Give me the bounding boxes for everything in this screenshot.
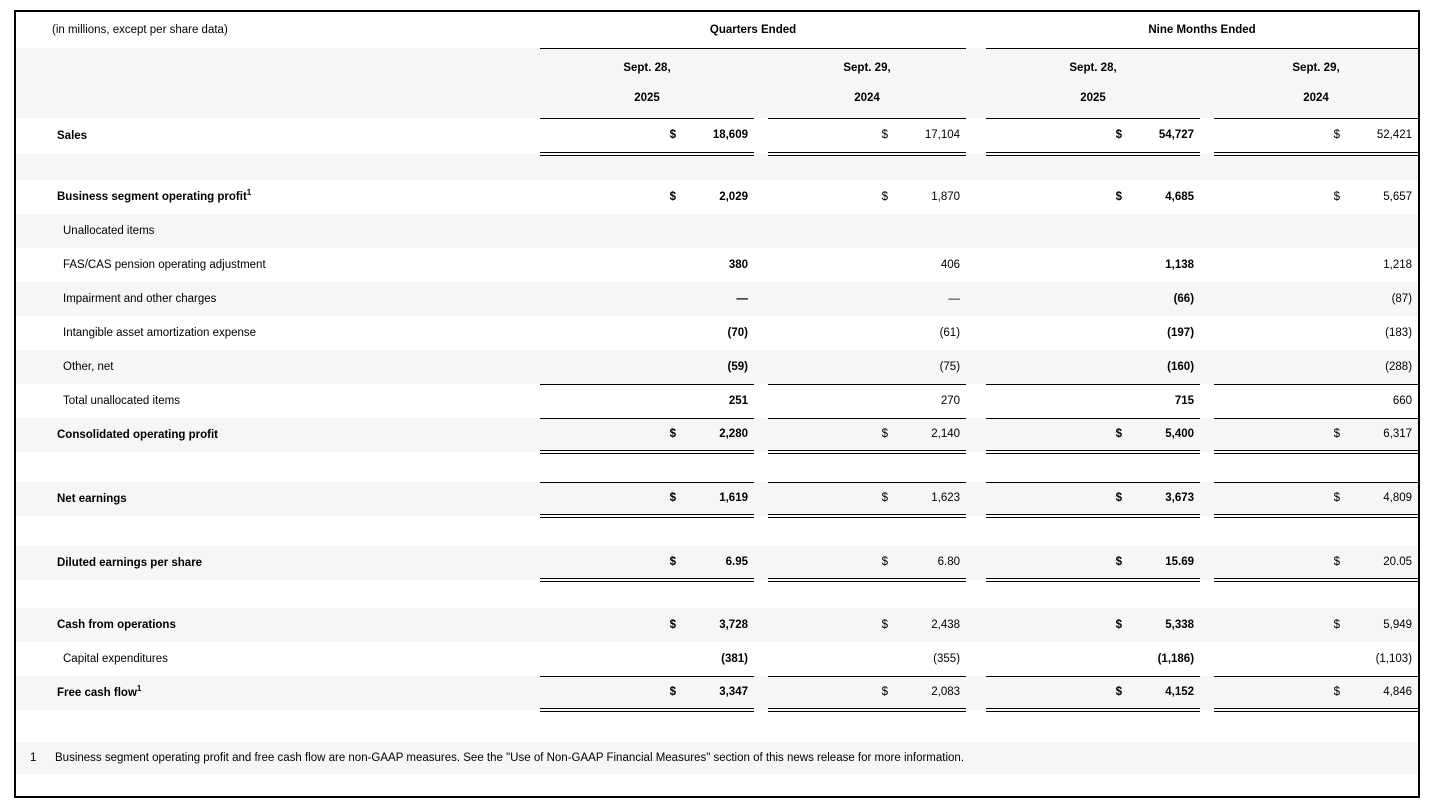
row-label: FAS/CAS pension operating adjustment (63, 259, 266, 271)
currency-symbol: $ (881, 686, 889, 699)
currency-symbol: $ (1115, 686, 1123, 699)
value-cell (540, 118, 754, 154)
date-line1: Sept. 29, (1292, 62, 1340, 74)
value: (75) (939, 360, 961, 373)
value: 2,083 (931, 686, 961, 699)
value: (1,103) (1375, 652, 1413, 665)
value: 1,619 (719, 492, 748, 505)
footnote-text: Business segment operating profit and free cash flow are non-GAAP measures. See the "Use of Non-GAAP Financial Measures" section of this news release for more information. (55, 752, 965, 764)
column-gap (754, 482, 768, 516)
value: (160) (1167, 360, 1195, 373)
value: 18,609 (712, 129, 748, 142)
column-gap (754, 316, 768, 350)
value-cell (768, 350, 966, 384)
footnote-marker: 1 (136, 684, 142, 694)
currency-symbol: $ (669, 129, 676, 142)
value-cell (768, 384, 966, 418)
value-cell (540, 316, 754, 350)
row-total-unallocated-items (16, 384, 1418, 418)
value-cell (986, 282, 1200, 316)
value: 54,727 (1158, 129, 1195, 142)
column-gap (754, 608, 768, 642)
column-gap (966, 608, 986, 642)
row-intangible-asset-amortization-expense (16, 316, 1418, 350)
value: 3,673 (1165, 492, 1195, 505)
value: 1,138 (1165, 259, 1195, 271)
value-cell (986, 676, 1200, 710)
currency-symbol: $ (1333, 191, 1341, 203)
row-impairment-and-other-charges (16, 282, 1418, 316)
value: — (736, 293, 748, 305)
row-business-segment-operating-profit (16, 180, 1418, 214)
value-cell (986, 482, 1200, 516)
currency-symbol: $ (881, 191, 889, 203)
value-cell (540, 350, 754, 384)
row-net-earnings (16, 482, 1418, 516)
column-gap (754, 676, 768, 710)
financial-summary-table (16, 12, 1418, 796)
financial-summary-sheet (14, 10, 1420, 798)
value-cell (540, 418, 754, 452)
column-gap (966, 384, 986, 418)
value: 660 (1392, 395, 1413, 407)
value-cell (540, 180, 754, 214)
row-other-net (16, 350, 1418, 384)
currency-symbol: $ (881, 129, 889, 142)
column-gap (966, 316, 986, 350)
row-label: Impairment and other charges (63, 293, 217, 305)
value-cell (540, 214, 754, 248)
date-line2: 2025 (634, 92, 660, 104)
value: (1,186) (1157, 652, 1195, 665)
row-cash-from-operations (16, 608, 1418, 642)
value: 2,438 (931, 619, 961, 631)
column-gap (754, 418, 768, 452)
value-cell (1214, 282, 1418, 316)
value-cell (540, 248, 754, 282)
value: 2,140 (931, 428, 961, 441)
row-unallocated-items (16, 214, 1418, 248)
value: 6.80 (937, 556, 961, 568)
value: 4,809 (1383, 492, 1413, 505)
column-gap (754, 282, 768, 316)
date-line1: Sept. 29, (843, 62, 891, 74)
value-cell (1214, 384, 1418, 418)
column-gap (754, 384, 768, 418)
value-cell (768, 482, 966, 516)
value: (355) (933, 652, 961, 665)
value-cell (768, 642, 966, 676)
value-cell (986, 642, 1200, 676)
row-label: Net earnings (57, 493, 127, 505)
row-sales (16, 118, 1418, 154)
row-label: Total unallocated items (63, 395, 180, 407)
column-gap (1200, 248, 1214, 282)
value-cell (986, 384, 1200, 418)
value: 3,728 (719, 619, 748, 631)
currency-symbol: $ (1115, 556, 1123, 568)
currency-symbol: $ (1333, 492, 1341, 505)
column-gap (966, 546, 986, 580)
column-gap (1200, 48, 1214, 118)
currency-symbol: $ (1115, 428, 1123, 441)
column-gap (966, 676, 986, 710)
value-cell (540, 384, 754, 418)
unit-note: (in millions, except per share data) (52, 24, 228, 36)
column-gap (1200, 642, 1214, 676)
value: 3,347 (719, 686, 748, 699)
value: 1,623 (931, 492, 961, 505)
row-label: Capital expenditures (63, 653, 168, 665)
column-gap (966, 214, 986, 248)
value-cell (1214, 676, 1418, 710)
column-gap (1200, 482, 1214, 516)
date-line1: Sept. 28, (623, 62, 671, 74)
value-cell (1214, 608, 1418, 642)
row-label: Sales (57, 130, 88, 142)
value-cell (768, 546, 966, 580)
column-gap (1200, 316, 1214, 350)
date-header-q-2025 (540, 48, 754, 118)
value: 4,846 (1383, 686, 1413, 699)
currency-symbol: $ (1115, 619, 1123, 631)
spacer-row (16, 580, 1418, 608)
date-line2: 2024 (854, 92, 880, 104)
currency-symbol: $ (1115, 492, 1123, 505)
column-gap (754, 642, 768, 676)
value: 20.05 (1383, 556, 1413, 568)
value-cell (768, 214, 966, 248)
column-gap (1200, 118, 1214, 154)
value: (59) (727, 360, 748, 373)
group-header-quarters-ended: Quarters Ended (540, 12, 966, 48)
row-label-text: Free cash flow (57, 687, 137, 699)
value-cell (540, 282, 754, 316)
value-cell (986, 118, 1200, 154)
column-gap (1200, 350, 1214, 384)
row-label (16, 180, 540, 214)
column-gap (966, 248, 986, 282)
column-gap (966, 118, 986, 154)
currency-symbol: $ (669, 428, 676, 441)
value-cell (986, 316, 1200, 350)
footnote-number: 1 (30, 752, 37, 764)
currency-symbol: $ (881, 619, 889, 631)
currency-symbol: $ (1333, 619, 1341, 631)
group-header-row (16, 12, 1418, 48)
currency-symbol: $ (669, 556, 676, 568)
value-cell (1214, 214, 1418, 248)
value: 2,280 (719, 428, 748, 441)
column-gap (1200, 384, 1214, 418)
value: 4,685 (1165, 191, 1195, 203)
spacer-row (16, 774, 1418, 796)
value-cell (768, 316, 966, 350)
column-gap (966, 282, 986, 316)
value-cell (768, 118, 966, 154)
column-gap (1200, 282, 1214, 316)
spacer-row (16, 516, 1418, 546)
column-gap (754, 350, 768, 384)
row-consolidated-operating-profit (16, 418, 1418, 452)
group-header-nine-months-ended: Nine Months Ended (986, 12, 1418, 48)
column-gap (754, 214, 768, 248)
row-label: Diluted earnings per share (57, 557, 203, 569)
column-gap (754, 48, 768, 118)
currency-symbol: $ (669, 492, 676, 505)
currency-symbol: $ (881, 556, 889, 568)
value-cell (768, 418, 966, 452)
value: 251 (728, 395, 748, 407)
row-label-cell (16, 48, 540, 118)
currency-symbol: $ (1333, 686, 1341, 699)
footnote-marker: 1 (246, 188, 252, 198)
column-gap (966, 482, 986, 516)
currency-symbol: $ (669, 191, 676, 203)
column-gap (966, 12, 986, 48)
row-label: Cash from operations (57, 619, 176, 631)
column-gap (966, 418, 986, 452)
value: 5,400 (1165, 428, 1195, 441)
value-cell (1214, 482, 1418, 516)
value: 380 (728, 259, 748, 271)
column-gap (966, 642, 986, 676)
column-gap (754, 180, 768, 214)
date-line1: Sept. 28, (1069, 62, 1117, 74)
currency-symbol: $ (1115, 129, 1123, 142)
currency-symbol: $ (1333, 428, 1341, 441)
date-header-nm-2025 (986, 48, 1200, 118)
row-capital-expenditures (16, 642, 1418, 676)
footnote-row (16, 742, 1418, 774)
row-label (16, 676, 540, 710)
value: 2,029 (719, 191, 748, 203)
spacer-row (16, 710, 1418, 742)
date-header-row (16, 48, 1418, 118)
value-cell (768, 248, 966, 282)
value-cell (1214, 248, 1418, 282)
value: (87) (1391, 293, 1413, 305)
row-diluted-earnings-per-share (16, 546, 1418, 580)
value: (197) (1167, 327, 1195, 339)
value-cell (1214, 642, 1418, 676)
value-cell (1214, 118, 1418, 154)
column-gap (1200, 546, 1214, 580)
row-label: Intangible asset amortization expense (63, 327, 257, 339)
value: 4,152 (1165, 686, 1195, 699)
value: 5,657 (1383, 191, 1413, 203)
value-cell (540, 608, 754, 642)
value: 5,338 (1165, 619, 1195, 631)
value-cell (986, 546, 1200, 580)
value: (288) (1385, 360, 1413, 373)
value-cell (1214, 546, 1418, 580)
value: (183) (1385, 327, 1413, 339)
value-cell (1214, 180, 1418, 214)
value: (381) (721, 652, 748, 665)
date-line2: 2024 (1303, 92, 1329, 104)
value-cell (986, 248, 1200, 282)
currency-symbol: $ (669, 619, 676, 631)
date-header-q-2024 (768, 48, 966, 118)
value-cell (768, 608, 966, 642)
value: 1,218 (1383, 259, 1413, 271)
row-label-text: Business segment operating profit (57, 191, 247, 203)
currency-symbol: $ (669, 686, 676, 699)
column-gap (1200, 214, 1214, 248)
column-gap (754, 118, 768, 154)
date-line2: 2025 (1080, 92, 1106, 104)
value-cell (768, 180, 966, 214)
value: 1,870 (931, 191, 961, 203)
value: 6,317 (1383, 428, 1413, 441)
value-cell (540, 676, 754, 710)
column-gap (1200, 676, 1214, 710)
value-cell (540, 642, 754, 676)
column-gap (966, 350, 986, 384)
row-free-cash-flow (16, 676, 1418, 710)
footnote (16, 752, 1418, 764)
value: 715 (1174, 395, 1195, 407)
column-gap (1200, 180, 1214, 214)
value: 15.69 (1165, 556, 1195, 568)
value: (66) (1173, 293, 1195, 305)
column-gap (1200, 608, 1214, 642)
value: 52,421 (1376, 129, 1413, 142)
spacer-row (16, 452, 1418, 482)
currency-symbol: $ (1333, 129, 1341, 142)
value: 406 (940, 259, 961, 271)
value-cell (986, 418, 1200, 452)
row-label: Unallocated items (63, 225, 155, 237)
column-gap (754, 546, 768, 580)
value: 270 (940, 395, 961, 407)
value-cell (1214, 418, 1418, 452)
column-gap (1200, 418, 1214, 452)
value: 5,949 (1383, 619, 1413, 631)
currency-symbol: $ (1115, 191, 1123, 203)
value-cell (986, 180, 1200, 214)
value-cell (768, 282, 966, 316)
value: 6.95 (725, 556, 748, 568)
column-gap (966, 48, 986, 118)
value: — (948, 293, 961, 305)
value-cell (986, 350, 1200, 384)
value-cell (986, 214, 1200, 248)
row-label: Consolidated operating profit (57, 429, 218, 441)
currency-symbol: $ (1333, 556, 1341, 568)
currency-symbol: $ (881, 428, 889, 441)
row-label: Other, net (63, 361, 114, 373)
value: (70) (727, 327, 748, 339)
date-header-nm-2024 (1214, 48, 1418, 118)
value-cell (986, 608, 1200, 642)
value-cell (768, 676, 966, 710)
value-cell (1214, 316, 1418, 350)
currency-symbol: $ (881, 492, 889, 505)
value-cell (540, 546, 754, 580)
value-cell (540, 482, 754, 516)
value-cell (1214, 350, 1418, 384)
column-gap (966, 180, 986, 214)
row-fas-cas-pension-operating-adjustment (16, 248, 1418, 282)
value: (61) (939, 327, 961, 339)
value: 17,104 (924, 129, 961, 142)
column-gap (754, 248, 768, 282)
spacer-row (16, 154, 1418, 180)
